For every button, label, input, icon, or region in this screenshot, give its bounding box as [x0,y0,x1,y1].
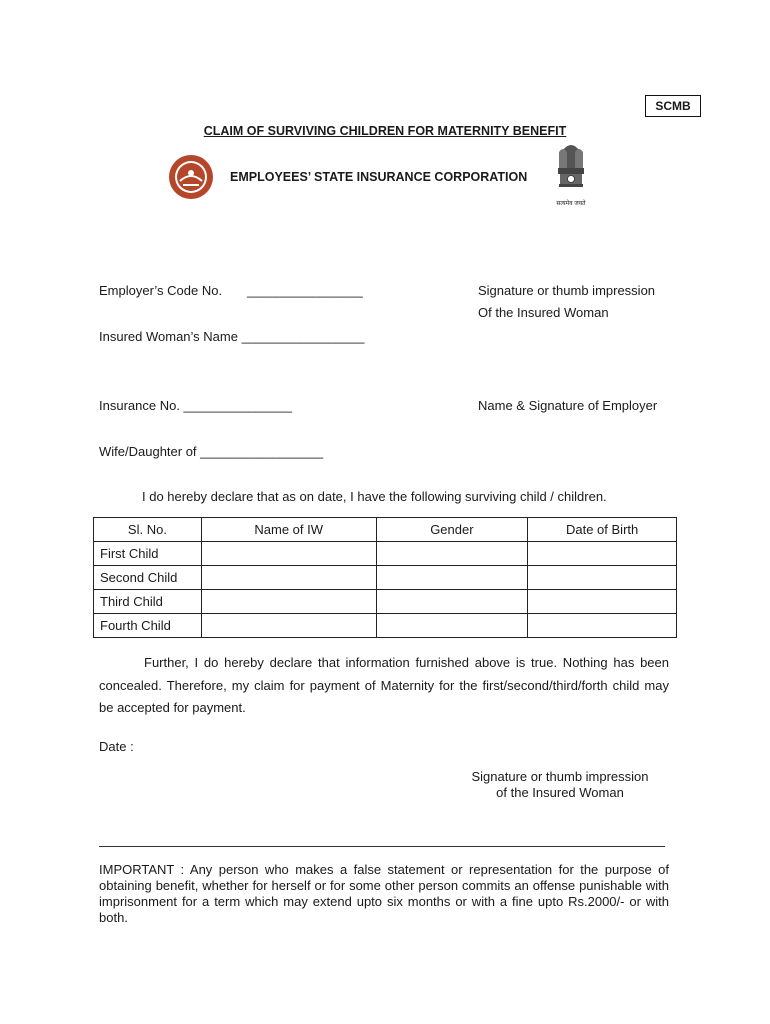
table-row [94,566,677,590]
table-row [94,542,677,566]
signature-bottom-line2: of the Insured Woman [496,785,624,800]
form-code-badge: SCMB [645,95,701,117]
signature-top-line2: Of the Insured Woman [478,305,609,320]
insured-woman-name-field: Insured Woman’s Name _________________ [99,329,365,344]
table-cell [376,590,528,614]
wife-daughter-of-field: Wife/Daughter of _________________ [99,444,324,459]
form-title: CLAIM OF SURVIVING CHILDREN FOR MATERNITY BENEFIT [203,124,567,138]
signature-bottom-line1: Signature or thumb impression [471,769,649,784]
important-notice: IMPORTANT : Any person who makes a false statement or representation for the purpose of obtaining benefit, whether for herself or for some other person commits an offense punishable with imprisonment for a term which may extend upto six months or with a fine upto Rs.2000/- or with both. [99,862,669,925]
table-cell [528,590,677,614]
divider-line [99,846,665,847]
table-header-row [94,518,677,542]
table-header-name: Name of IW [201,518,376,542]
table-cell [201,590,376,614]
table-cell [528,614,677,638]
table-cell [528,542,677,566]
table-cell [376,542,528,566]
table-cell [201,614,376,638]
table-row-label: Fourth Child [94,614,202,638]
signature-bottom-block [450,769,670,801]
table-row-label: Second Child [94,566,202,590]
table-cell [201,542,376,566]
table-row-label: First Child [94,542,202,566]
table-cell [376,614,528,638]
employer-code-blank: ________________ [247,283,363,298]
table-row [94,614,677,638]
signature-top-line1: Signature or thumb impression [478,283,656,298]
date-label: Date : [99,739,134,754]
children-table [93,517,677,638]
insurance-no-field: Insurance No. _______________ [99,398,292,413]
employer-code-label: Employer’s Code No. [99,283,223,298]
table-header-sl-no: Sl. No. [94,518,202,542]
table-cell [201,566,376,590]
table-cell [376,566,528,590]
declaration-further: Further, I do hereby declare that information furnished above is true. Nothing has been concealed. Therefore, my claim for payment of Maternity for the first/second/third/forth child may be accepted for payment. [99,655,669,715]
national-emblem-icon [553,138,589,208]
employer-signature-label: Name & Signature of Employer [478,398,658,413]
emblem-caption: सत्यमेव जयते [556,201,586,207]
table-cell [528,566,677,590]
table-header-dob: Date of Birth [528,518,677,542]
table-header-gender: Gender [376,518,528,542]
esic-logo-icon [168,154,214,200]
table-row [94,590,677,614]
table-row-label: Third Child [94,590,202,614]
declaration-intro: I do hereby declare that as on date, I have the following surviving child / children. [142,489,607,504]
organization-name: EMPLOYEES’ STATE INSURANCE CORPORATION [230,170,528,184]
